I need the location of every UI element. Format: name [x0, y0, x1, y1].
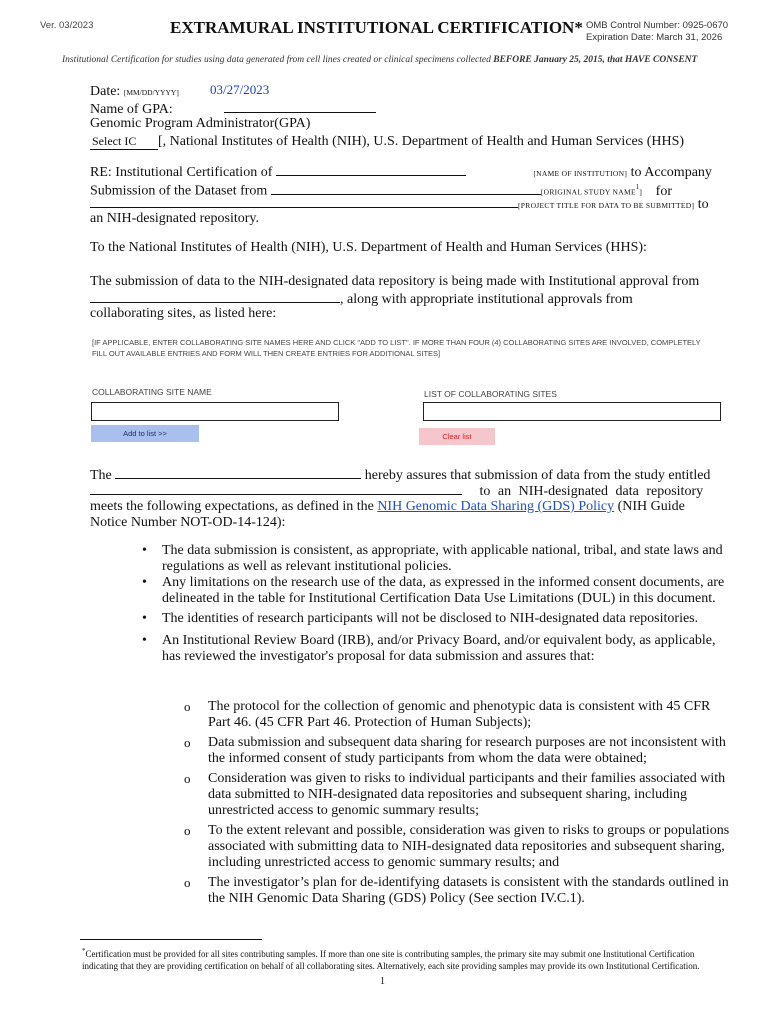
bullet-text: Any limitations on the research use of the data, as expressed in the informed consent documents, are delineated in the table for Institutional Certification Data Use Limitations (DUL) in this document.	[162, 575, 725, 606]
submission-label: Submission of the Dataset from	[90, 183, 268, 199]
add-to-list-button[interactable]: Add to list >>	[91, 425, 199, 442]
list-item	[184, 771, 730, 819]
subtitle-text: Institutional Certification for studies using data generated from cell lines created or clinical specimens collected	[62, 55, 494, 65]
institution-field[interactable]	[276, 163, 466, 176]
re-line-4: an NIH-designated repository.	[90, 211, 259, 226]
subtitle-bold: BEFORE January 25, 2015, that HAVE CONSENT	[493, 55, 698, 65]
sub-bullet-text: Consideration was given to risks to individual participants and their families associated with data submitted to NIH-designated data repositories and subsequent sharing, including unrestricted access to genomic summary results;	[208, 771, 726, 818]
list-item	[142, 543, 728, 575]
sub-bullet-text: The protocol for the collection of genomic and phenotypic data is consistent with 45 CFR Part 46. (45 CFR Part 46. Protection of Human Subjects);	[208, 699, 711, 730]
bullet-icon: •	[142, 633, 147, 648]
assures-line-2	[90, 482, 703, 500]
list-item	[184, 875, 730, 907]
approving-institution-field[interactable]	[90, 290, 340, 303]
list-item	[142, 575, 728, 607]
bullet-icon: •	[142, 543, 147, 558]
list-item	[184, 823, 730, 871]
assures-line-4: Notice Number NOT-OD-14-124):	[90, 515, 286, 530]
gpa-name-field[interactable]	[224, 100, 376, 113]
bullet-icon: •	[142, 611, 147, 626]
assures-meets: meets the following expectations, as defined in the	[90, 499, 374, 514]
study-title-field[interactable]	[90, 482, 462, 495]
circle-bullet-icon: o	[184, 823, 191, 838]
project-title-field[interactable]	[90, 195, 518, 208]
original-study-field[interactable]	[271, 182, 541, 195]
project-title-label: [PROJECT TITLE FOR DATA TO BE SUBMITTED]	[518, 201, 695, 210]
collab-list-box[interactable]	[423, 402, 721, 421]
ic-select[interactable]	[90, 133, 158, 150]
bullet-icon: •	[142, 575, 147, 590]
footnote-mark: *	[82, 947, 86, 955]
salutation: To the National Institutes of Health (NIH), U.S. Department of Health and Human Services (HHS):	[90, 240, 647, 255]
collab-site-name-label: COLLABORATING SITE NAME	[92, 387, 212, 397]
version-label: Ver. 03/2023	[40, 20, 94, 31]
to-label: to	[697, 197, 709, 212]
list-item	[184, 699, 730, 731]
subtitle	[62, 55, 697, 65]
assures-after-link: (NIH Guide	[617, 499, 685, 514]
assures-to-repo: to an NIH-designated data repository	[479, 484, 704, 499]
gds-policy-link[interactable]: NIH Genomic Data Sharing (GDS) Policy	[377, 499, 615, 514]
bullet-text: The data submission is consistent, as appropriate, with applicable national, tribal, and state laws and regulations as well as relevant institutional policies.	[162, 543, 723, 574]
date-row	[90, 84, 179, 101]
footnote-ref: 1	[635, 183, 640, 191]
sub-bullet-text: To the extent relevant and possible, consideration was given to risks to groups or populations associated with submitting data to NIH-designated data repositories and subsequent sharing, including unrestricted access to genomic summary results; and	[208, 823, 730, 870]
ic-row	[90, 133, 684, 150]
re-label: RE: Institutional Certification of	[90, 165, 273, 180]
original-study-name: [ORIGINAL STUDY NAME	[540, 187, 636, 197]
for-label: for	[655, 183, 672, 199]
approval-line-3: collaborating sites, as listed here:	[90, 306, 277, 321]
page-number: 1	[380, 976, 385, 987]
gpa-role: Genomic Program Administrator(GPA)	[90, 116, 311, 131]
gpa-label: Name of GPA:	[90, 102, 173, 117]
date-value[interactable]: 03/27/2023	[210, 82, 270, 97]
bullet-text: The identities of research participants will not be disclosed to NIH-designated data repositories.	[162, 611, 699, 626]
circle-bullet-icon: o	[184, 735, 191, 750]
bullet-text: An Institutional Review Board (IRB), and/or Privacy Board, and/or equivalent body, as applicable, has reviewed the investigator's proposal for data submission and assures that:	[162, 633, 716, 664]
list-item	[142, 633, 728, 665]
bullet-list	[142, 543, 728, 665]
collab-site-name-input[interactable]	[91, 402, 339, 421]
footnote	[82, 945, 712, 972]
collab-list-label: LIST OF COLLABORATING SITES	[424, 389, 557, 399]
approval-text-2: , along with appropriate institutional approvals from	[340, 292, 633, 307]
collab-instruction: [IF APPLICABLE, ENTER COLLABORATING SITE NAMES HERE AND CLICK "ADD TO LIST". IF MORE THAN FOUR (4) COLLABORATING SITES ARE INVOLVED, COMPLETELY FILL OUT AVAILABLE ENTRIES AND FORM WILL THEN CREATE ENTRIES FOR ADDITIONAL SITES]	[92, 338, 701, 358]
footnote-text: Certification must be provided for all sites contributing samples. If more than one site is contributing samples, the primary site may submit one Institutional Certification indicating that they are providing certification on behalf of all collaborating sites. Alternatively, each site providing samples may provide its own Institutional Certification.	[82, 949, 700, 971]
sub-bullet-text: Data submission and subsequent data sharing for research purposes are not inconsistent with the informed consent of study participants from whom the data were obtained;	[208, 735, 726, 766]
footnote-rule	[80, 939, 262, 940]
list-item	[184, 735, 730, 767]
expiration-date: Expiration Date: March 31, 2026	[586, 32, 723, 43]
sub-bullet-text: The investigator’s plan for de-identifying datasets is consistent with the standards outlined in the NIH Genomic Data Sharing (GDS) Policy (See section IV.C.1).	[208, 875, 729, 906]
clear-list-button[interactable]: Clear list	[419, 428, 495, 445]
ic-text: [, National Institutes of Health (NIH), U.S. Department of Health and Human Services (HHS)	[158, 134, 685, 149]
approval-line-1: The submission of data to the NIH-designated data repository is being made with Institutional approval from	[90, 274, 700, 289]
omb-control-number: OMB Control Number: 0925-0670	[586, 20, 729, 31]
date-label: Date:	[90, 84, 124, 99]
original-study-close: ]	[639, 187, 643, 197]
assures-line-3	[90, 499, 685, 515]
to-accompany: to Accompany	[630, 165, 712, 180]
name-of-institution: [NAME OF INSTITUTION]	[533, 169, 628, 178]
sub-bullet-list	[184, 699, 730, 907]
circle-bullet-icon: o	[184, 875, 191, 890]
page-title: EXTRAMURAL INSTITUTIONAL CERTIFICATION*	[170, 18, 583, 37]
assures-hereby: hereby assures that submission of data from the study entitled	[364, 468, 711, 483]
ic-select-label: Select IC	[92, 134, 137, 148]
date-format: [MM/DD/YYYY]	[123, 88, 179, 97]
assures-the: The	[90, 468, 112, 483]
list-item	[142, 611, 728, 627]
circle-bullet-icon: o	[184, 699, 191, 714]
circle-bullet-icon: o	[184, 771, 191, 786]
institution-name-field[interactable]	[115, 466, 361, 479]
